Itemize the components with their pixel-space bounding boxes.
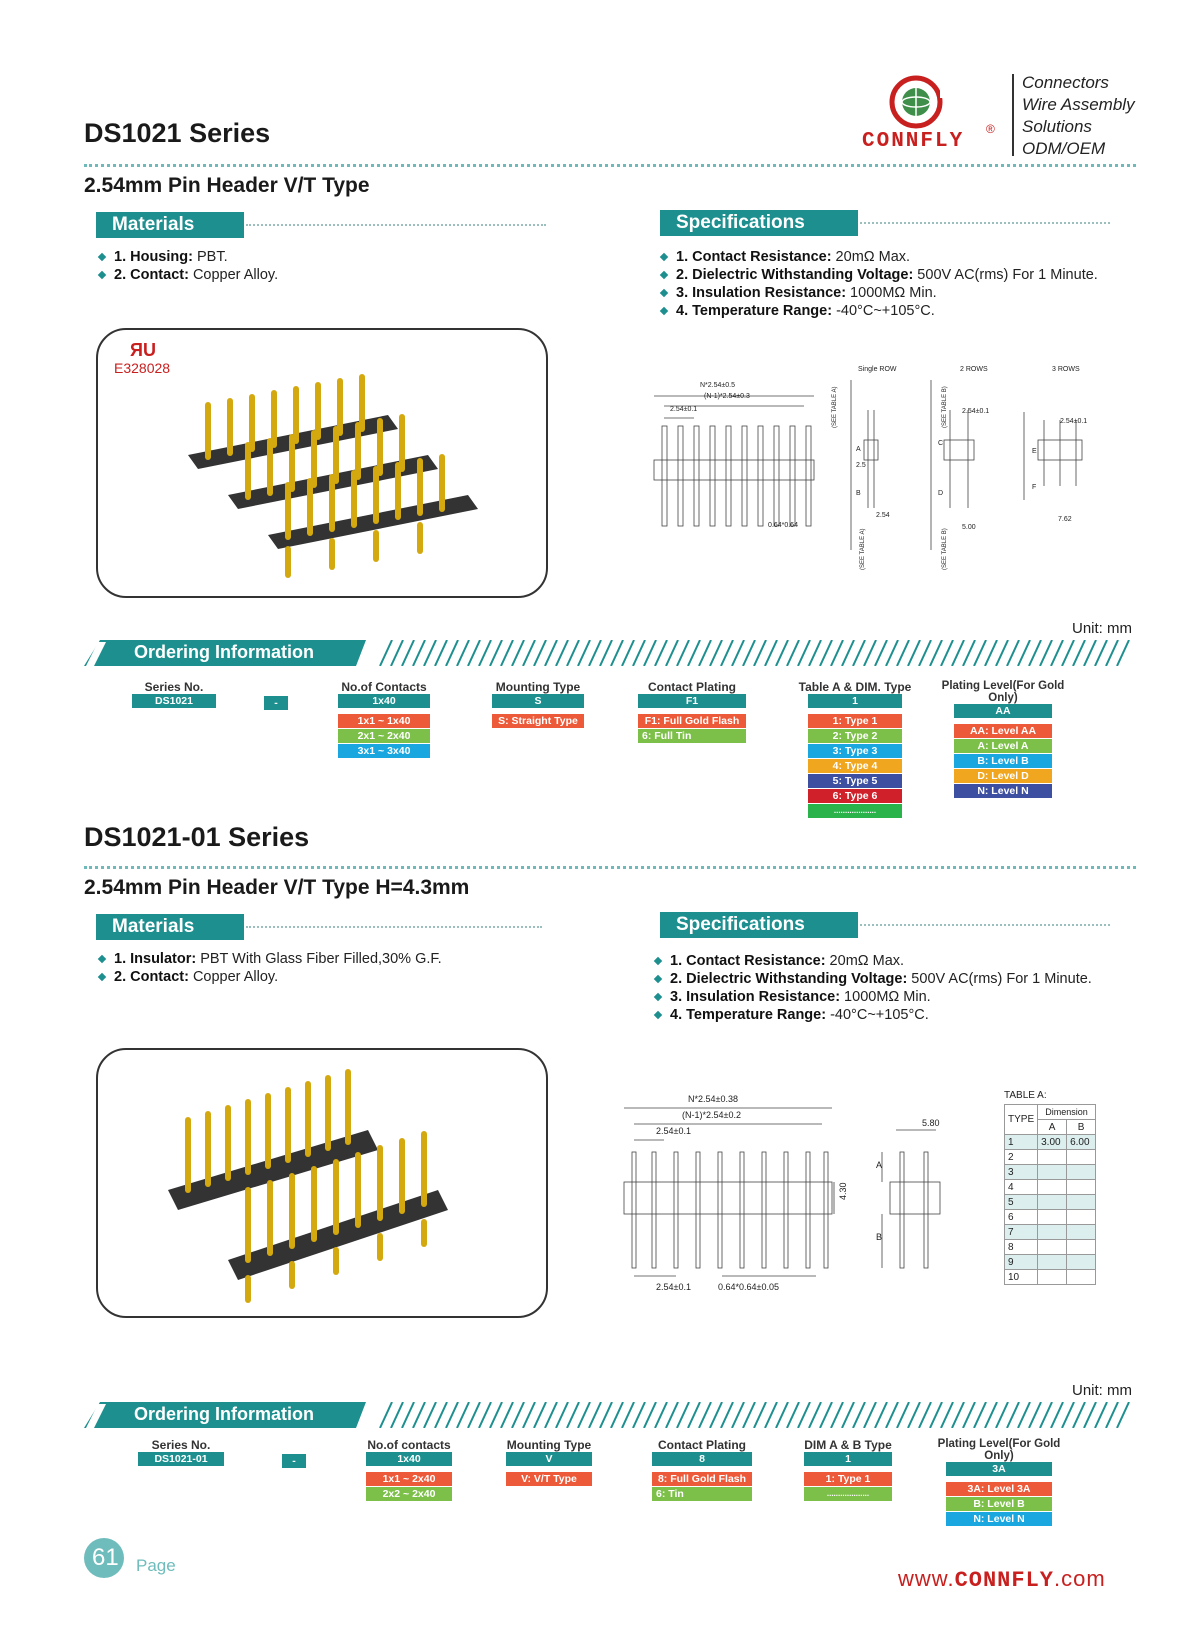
- level-option: AA: Level AA: [954, 724, 1052, 738]
- dim-pitch2: 2.54±0.1: [962, 408, 990, 415]
- contacts-option: 1x1 ~ 2x40: [366, 1472, 452, 1486]
- table-type-option: 4: Type 4: [808, 759, 902, 773]
- table-a: [1004, 1104, 1096, 1285]
- dim2-height: 4.30: [838, 1182, 848, 1200]
- dim-h25: 2.5: [856, 462, 866, 469]
- plating-head: Contact Plating: [657, 1438, 746, 1452]
- dim-pitch3: 2.54±0.1: [1060, 418, 1088, 425]
- material-item: 1. Insulator: PBT With Glass Fiber Filled,30% G.F.: [96, 950, 442, 968]
- dim2-n1: (N-1)*2.54±0.2: [682, 1110, 741, 1120]
- dim-n: N*2.54±0.5: [700, 382, 735, 389]
- dim2-width: 5.80: [922, 1118, 940, 1128]
- series-no-value: DS1021: [132, 694, 216, 708]
- unit-label-2: Unit: mm: [1072, 1382, 1132, 1399]
- contacts-option: 1x1 ~ 1x40: [338, 714, 430, 728]
- series-no-value: DS1021-01: [138, 1452, 224, 1466]
- level-option: A: Level A: [954, 739, 1052, 753]
- level-option: B: Level B: [946, 1497, 1052, 1511]
- table-a-title: TABLE A:: [1004, 1090, 1047, 1101]
- contacts-option: 2x2 ~ 2x40: [366, 1487, 452, 1501]
- dim-w762: 7.62: [1058, 516, 1072, 523]
- table-row: 3: [1005, 1165, 1096, 1180]
- level-head: Plating Level(For Gold Only): [937, 1438, 1061, 1462]
- spec-item: 2. Dielectric Withstanding Voltage: 500V AC(rms) For 1 Minute.: [652, 970, 1092, 988]
- level-head: Plating Level(For Gold Only): [941, 680, 1065, 704]
- see-table-b-top: (SEE TABLE B): [942, 386, 948, 428]
- table-type-option: 3: Type 3: [808, 744, 902, 758]
- series2-divider: [84, 866, 1136, 869]
- plating-option: 6: Tin: [652, 1487, 752, 1501]
- dim-n1: (N-1)*2.54±0.3: [704, 393, 750, 400]
- series-no-head: Series No.: [144, 680, 204, 694]
- registered-mark: ®: [986, 122, 995, 136]
- series-no-head: Series No.: [151, 1438, 211, 1452]
- brand-taglines: [1022, 72, 1135, 160]
- dim-type-head: DIM A & B Type: [804, 1438, 892, 1452]
- order2-col-dash: [282, 1454, 306, 1469]
- ul-mark: ЯU: [130, 340, 156, 360]
- dim-pin: 0.64*0.64: [768, 522, 798, 529]
- table-row: 2: [1005, 1150, 1096, 1165]
- plating-option: F1: Full Gold Flash: [638, 714, 746, 728]
- spec-item: 1. Contact Resistance: 20mΩ Max.: [652, 952, 1092, 970]
- dash-value: -: [264, 696, 288, 710]
- contacts-head: No.of Contacts: [341, 680, 427, 694]
- dim-d: D: [938, 490, 944, 497]
- dim2-pitch: 2.54±0.1: [656, 1126, 691, 1136]
- order2-col-level: [926, 1438, 1072, 1527]
- series2-title: DS1021-01 Series: [84, 822, 310, 852]
- table-type-value: 1: [808, 694, 902, 708]
- spec-item: 3. Insulation Resistance: 1000MΩ Min.: [658, 284, 1098, 302]
- order2-col-plating: [652, 1438, 752, 1502]
- plating-option: 8: Full Gold Flash: [652, 1472, 752, 1486]
- series1-subtitle: 2.54mm Pin Header V/T Type: [84, 174, 370, 197]
- table-row: 4: [1005, 1180, 1096, 1195]
- tagline-4: ODM/OEM: [1022, 139, 1106, 158]
- product-photo-2: [96, 1048, 548, 1318]
- table-a-dim-head: Dimension: [1038, 1105, 1096, 1120]
- table-row: 10: [1005, 1270, 1096, 1285]
- specs-list: [658, 248, 1098, 320]
- contacts-value: 1x40: [366, 1452, 452, 1466]
- level-option: B: Level B: [954, 754, 1052, 768]
- page-label: Page: [136, 1556, 176, 1575]
- dim2-pin: 0.64*0.64±0.05: [718, 1282, 779, 1292]
- dim2-pitch-bottom: 2.54±0.1: [656, 1282, 691, 1292]
- dim-w254: 2.54: [876, 512, 890, 519]
- materials-dots: [246, 224, 546, 226]
- dim2-n: N*2.54±0.38: [688, 1094, 738, 1104]
- contacts-value: 1x40: [338, 694, 430, 708]
- label-single-row: Single ROW: [858, 366, 897, 373]
- table-row: 1 3.00 6.00: [1005, 1135, 1096, 1150]
- pin-header-illustration-2: [98, 1050, 548, 1318]
- specs-list-2: [652, 952, 1092, 1024]
- level-option: 3A: Level 3A: [946, 1482, 1052, 1496]
- table-a-col-b: B: [1067, 1120, 1096, 1135]
- table-row: 5: [1005, 1195, 1096, 1210]
- order-col-level: [930, 680, 1076, 799]
- order-col-contacts: [338, 680, 430, 759]
- table-a-type-head: TYPE: [1005, 1105, 1038, 1135]
- table-row: 9: [1005, 1255, 1096, 1270]
- label-three-rows: 3 ROWS: [1052, 366, 1080, 373]
- materials-dots-2: [246, 926, 542, 928]
- order-col-table: [796, 680, 914, 819]
- table-type-option: 1: Type 1: [808, 714, 902, 728]
- mount-head: Mounting Type: [506, 1438, 592, 1452]
- mount-option: V: V/T Type: [506, 1472, 592, 1486]
- table-type-option: 6: Type 6: [808, 789, 902, 803]
- dim-e: E: [1032, 448, 1037, 455]
- specs-dots: [860, 222, 1110, 224]
- dim-type-value: 1: [804, 1452, 892, 1466]
- spec-item: 1. Contact Resistance: 20mΩ Max.: [658, 248, 1098, 266]
- order2-col-mount: [506, 1438, 592, 1487]
- specs-dots-2: [860, 924, 1110, 926]
- dim-f: F: [1032, 484, 1037, 491]
- dim-c: C: [938, 440, 944, 447]
- see-table-b-bottom: (SEE TABLE B): [942, 528, 948, 570]
- plating-head: Contact Plating: [647, 680, 736, 694]
- header-divider: [84, 164, 1136, 167]
- website-url[interactable]: [898, 1566, 1106, 1593]
- order-col-mount: [492, 680, 584, 729]
- mount-value: S: [492, 694, 584, 708]
- table-row: 8: [1005, 1240, 1096, 1255]
- table-a-col-a: A: [1038, 1120, 1067, 1135]
- series2-subtitle: 2.54mm Pin Header V/T Type H=4.3mm: [84, 876, 470, 899]
- dim-type-option: 1: Type 1: [804, 1472, 892, 1486]
- table-type-option: ...................: [808, 804, 902, 818]
- contacts-head: No.of contacts: [367, 1438, 451, 1452]
- table-type-option: 2: Type 2: [808, 729, 902, 743]
- tagline-2: Wire Assembly: [1022, 95, 1135, 114]
- page-number: 61: [92, 1544, 119, 1571]
- order-col-plating: [638, 680, 746, 744]
- table-row: 7: [1005, 1225, 1096, 1240]
- dim2-a: A: [876, 1160, 883, 1170]
- table-type-option: 5: Type 5: [808, 774, 902, 788]
- tagline-3: Solutions: [1022, 117, 1092, 136]
- url-suffix: .com: [1053, 1566, 1106, 1591]
- materials-tab: Materials: [96, 212, 244, 238]
- mount-option: S: Straight Type: [492, 714, 584, 728]
- logo-wordmark: CONNFLY: [862, 130, 965, 153]
- dash-value: -: [282, 1454, 306, 1468]
- table-a-head-row: [1005, 1105, 1096, 1120]
- ul-code: E328028: [114, 360, 171, 376]
- material-item: 2. Contact: Copper Alloy.: [96, 968, 442, 986]
- level-value: 3A: [946, 1462, 1052, 1476]
- dim-type-option: ...................: [804, 1487, 892, 1501]
- see-table-a-top: (SEE TABLE A): [832, 386, 838, 428]
- order2-col-contacts: [366, 1438, 452, 1502]
- table-type-head: Table A & DIM. Type: [798, 680, 912, 694]
- mount-head: Mounting Type: [495, 680, 581, 694]
- specifications-tab-2: Specifications: [660, 912, 858, 938]
- level-option: D: Level D: [954, 769, 1052, 783]
- spec-item: 4. Temperature Range: -40°C~+105°C.: [652, 1006, 1092, 1024]
- see-table-a-bottom: (SEE TABLE A): [860, 528, 866, 570]
- spec-item: 2. Dielectric Withstanding Voltage: 500V AC(rms) For 1 Minute.: [658, 266, 1098, 284]
- dim-w500: 5.00: [962, 524, 976, 531]
- material-item: 2. Contact: Copper Alloy.: [96, 266, 278, 284]
- level-option: N: Level N: [946, 1512, 1052, 1526]
- plating-option: 6: Full Tin: [638, 729, 746, 743]
- order2-col-series: [138, 1438, 224, 1467]
- tagline-1: Connectors: [1022, 73, 1109, 92]
- url-prefix: www.: [898, 1566, 955, 1591]
- plating-value: F1: [638, 694, 746, 708]
- ordering-title-1: Ordering Information: [134, 642, 314, 662]
- material-item: 1. Housing: PBT.: [96, 248, 278, 266]
- plating-value: 8: [652, 1452, 752, 1466]
- unit-label-1: Unit: mm: [1072, 620, 1132, 637]
- dim-b: B: [856, 490, 861, 497]
- order2-col-dim: [800, 1438, 896, 1502]
- dim-pitch: 2.54±0.1: [670, 406, 698, 413]
- ordering-title-2: Ordering Information: [134, 1404, 314, 1424]
- spec-item: 4. Temperature Range: -40°C~+105°C.: [658, 302, 1098, 320]
- spec-item: 3. Insulation Resistance: 1000MΩ Min.: [652, 988, 1092, 1006]
- logo-divider: [1012, 74, 1014, 156]
- label-two-rows: 2 ROWS: [960, 366, 988, 373]
- specifications-tab: Specifications: [660, 210, 858, 236]
- series1-title: DS1021 Series: [84, 118, 271, 148]
- contacts-option: 3x1 ~ 3x40: [338, 744, 430, 758]
- mount-value: V: [506, 1452, 592, 1466]
- dim-a: A: [856, 446, 861, 453]
- url-brand: CONNFLY: [954, 1568, 1054, 1593]
- level-option: N: Level N: [954, 784, 1052, 798]
- materials-tab-2: Materials: [96, 914, 244, 940]
- level-value: AA: [954, 704, 1052, 718]
- materials-list: [96, 248, 278, 284]
- materials-list-2: [96, 950, 442, 986]
- dim2-b: B: [876, 1232, 883, 1242]
- contacts-option: 2x1 ~ 2x40: [338, 729, 430, 743]
- table-row: 6: [1005, 1210, 1096, 1225]
- order-col-series: [132, 680, 216, 709]
- order-col-dash: [264, 696, 288, 711]
